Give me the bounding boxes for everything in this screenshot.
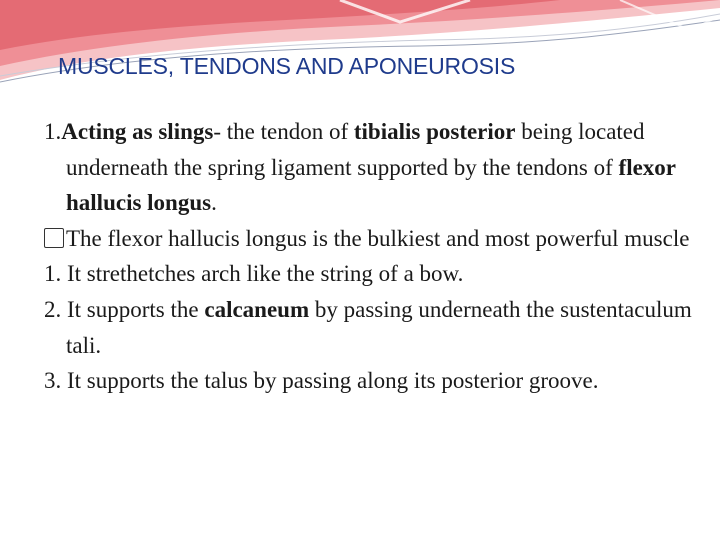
text-run: being located underneath the spring ligament supported by the tendons of	[66, 119, 645, 180]
box-bullet-icon	[44, 228, 64, 248]
bold-term: tibialis posterior	[353, 119, 516, 144]
text-run: 1. It strethetches arch like the string of a bow.	[44, 261, 464, 287]
bold-term: Acting as slings	[61, 119, 214, 144]
paragraph-p4	[44, 292, 694, 363]
bold-term: calcaneum	[204, 296, 310, 322]
slide-body	[44, 114, 694, 399]
text-run: - the tendon of	[213, 119, 354, 144]
text-run: .	[211, 190, 217, 216]
slide-title: MUSCLES, TENDONS AND APONEUROSIS	[58, 53, 516, 79]
text-run: 1.	[44, 119, 62, 144]
bold-term: flexor hallucis longus	[66, 154, 676, 216]
text-run: 2. It supports the	[44, 296, 205, 322]
paragraph-p3	[44, 256, 694, 292]
paragraph-p5	[44, 363, 694, 399]
text-run: The flexor hallucis longus is the bulkiest and most powerful muscle	[66, 225, 690, 251]
text-run: by passing underneath the sustentaculum tali.	[66, 296, 692, 358]
text-run: 3. It supports the talus by passing along its posterior groove.	[44, 368, 599, 394]
paragraph-p2	[44, 221, 694, 257]
paragraph-p1	[44, 114, 694, 221]
